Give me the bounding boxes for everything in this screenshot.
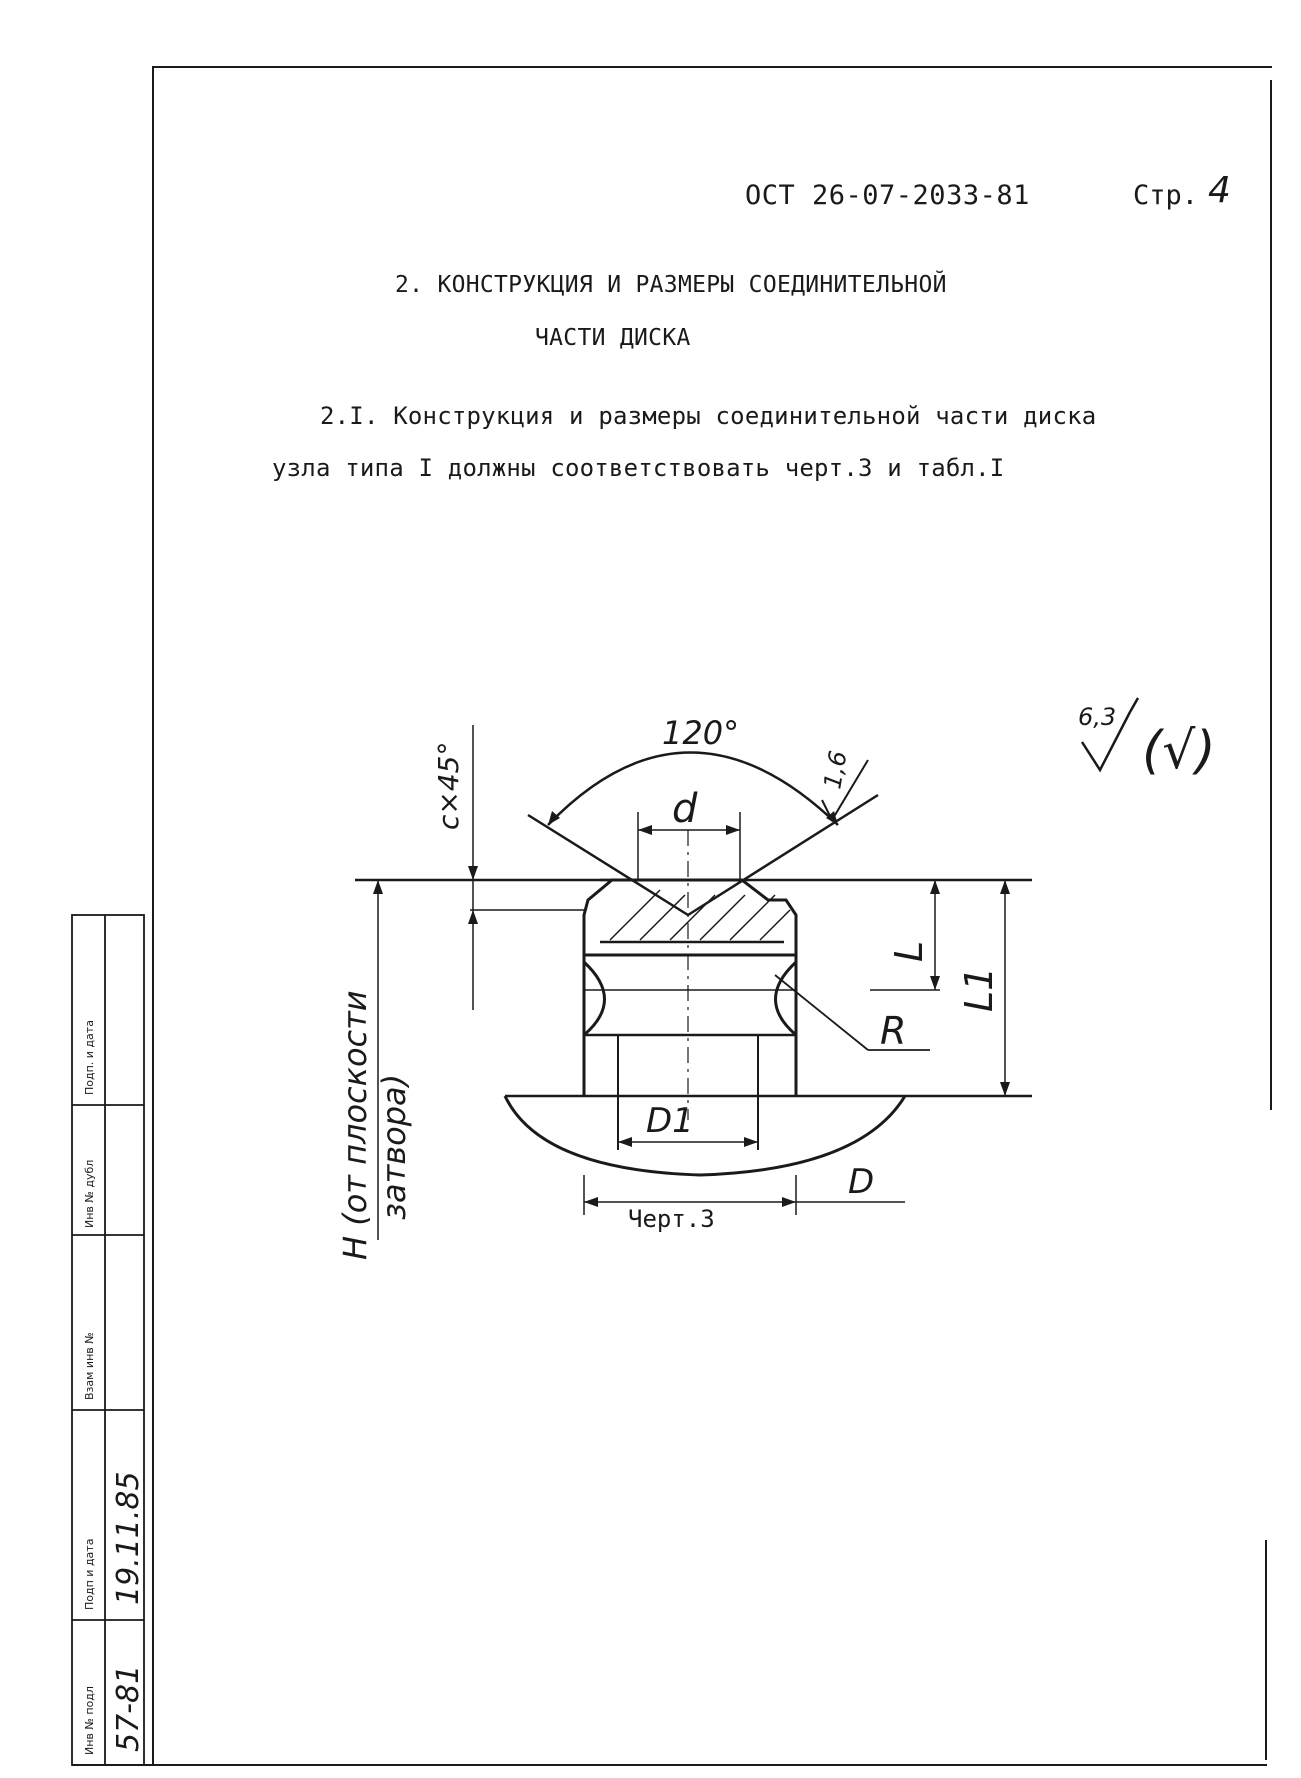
section-title-line1: 2. КОНСТРУКЦИЯ И РАЗМЕРЫ СОЕДИНИТЕЛЬНОЙ bbox=[395, 272, 947, 298]
dim-D-label: D bbox=[848, 1162, 875, 1202]
stamp-col-dup: Инв № дубл bbox=[83, 1159, 96, 1228]
roughness-main-label: 6,3 bbox=[1078, 703, 1117, 731]
dim-H-label-line1: H (от плоскости bbox=[336, 990, 374, 1260]
stamp-col-inv: Инв № подл bbox=[83, 1686, 96, 1755]
dim-D1-label: D1 bbox=[646, 1101, 694, 1141]
dim-R-label: R bbox=[880, 1009, 907, 1053]
page-number: 4 bbox=[1208, 170, 1231, 211]
stamp-col-replace: Взам инв № bbox=[83, 1332, 96, 1400]
dim-L1-label: L1 bbox=[957, 966, 1001, 1012]
document-code: ОСТ 26-07-2033-81 bbox=[745, 180, 1030, 211]
roughness-other-label: (√) bbox=[1142, 721, 1216, 781]
paragraph-line2: узла типа I должны соответствовать черт.3 и табл.I bbox=[272, 454, 1005, 482]
page-label: Стр. bbox=[1133, 180, 1199, 211]
angle-label: 120° bbox=[662, 714, 740, 752]
chamfer-label: c×45° bbox=[432, 741, 465, 830]
stamp-col-sign: Подп и дата bbox=[83, 1538, 96, 1610]
drawing-caption: Черт.3 bbox=[628, 1205, 715, 1233]
section-title-line2: ЧАСТИ ДИСКА bbox=[535, 325, 691, 351]
stamp-col-sign2: Подп. и дата bbox=[83, 1020, 96, 1095]
stamp-date-value: 19.11.85 bbox=[111, 1471, 146, 1605]
stamp-inv-value: 57-81 bbox=[111, 1664, 146, 1752]
dim-L-label: L bbox=[887, 940, 931, 962]
dim-d-label: d bbox=[672, 786, 698, 832]
roughness-small-label: 1,6 bbox=[818, 748, 853, 792]
paragraph-line1: 2.I. Конструкция и размеры соединительной части диска bbox=[320, 402, 1097, 430]
dim-H-label-line2: затвора) bbox=[375, 1073, 413, 1220]
